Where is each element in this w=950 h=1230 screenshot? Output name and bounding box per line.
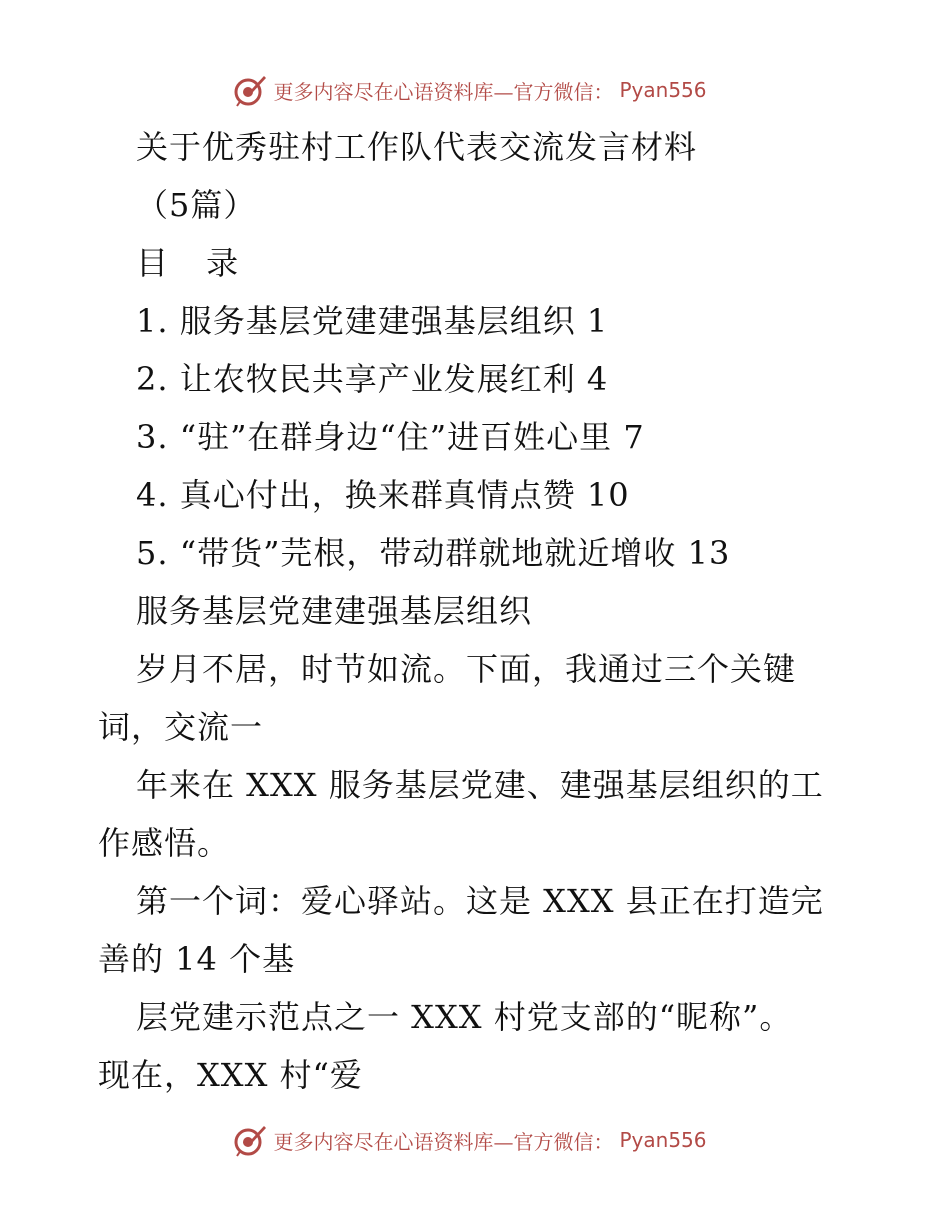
watermark-text: 更多内容尽在心语资料库—官方微信： xyxy=(273,79,614,104)
toc-item: 5. “带货”芫根，带动群就地就近增收 13 xyxy=(136,534,731,572)
document-title-count: （5篇） xyxy=(136,186,257,224)
body-line: 词，交流一 xyxy=(98,708,264,746)
body-line: 第一个词：爱心驿站。这是 XXX 县正在打造完 xyxy=(136,882,824,920)
body-line: 层党建示范点之一 XXX 村党支部的“昵称”。 xyxy=(136,998,793,1036)
toc-heading: 目 录 xyxy=(136,244,253,282)
pen-logo-icon xyxy=(233,73,267,107)
toc-item: 4. 真心付出，换来群真情点赞 10 xyxy=(136,476,630,514)
document-title: 关于优秀驻村工作队代表交流发言材料 xyxy=(136,128,698,166)
watermark-banner-top xyxy=(0,70,950,110)
body-line: 年来在 XXX 服务基层党建、建强基层组织的工 xyxy=(136,766,824,804)
document-body xyxy=(98,118,850,1104)
pen-logo-icon xyxy=(233,1123,267,1157)
body-line: 作感悟。 xyxy=(98,824,231,862)
toc-item: 3. “驻”在群身边“住”进百姓心里 7 xyxy=(136,418,645,456)
body-line: 岁月不居，时节如流。下面，我通过三个关键 xyxy=(136,650,797,688)
watermark-handle: Pyan556 xyxy=(619,1128,707,1152)
section-heading: 服务基层党建建强基层组织 xyxy=(136,592,533,630)
body-line: 善的 14 个基 xyxy=(98,940,296,978)
watermark-text: 更多内容尽在心语资料库—官方微信： xyxy=(273,1129,614,1154)
toc-item: 2. 让农牧民共享产业发展红利 4 xyxy=(136,360,609,398)
watermark-handle: Pyan556 xyxy=(619,78,707,102)
body-line: 现在，XXX 村“爱 xyxy=(98,1056,363,1094)
watermark-banner-bottom xyxy=(0,1120,950,1160)
toc-item: 1. 服务基层党建建强基层组织 1 xyxy=(136,302,609,340)
